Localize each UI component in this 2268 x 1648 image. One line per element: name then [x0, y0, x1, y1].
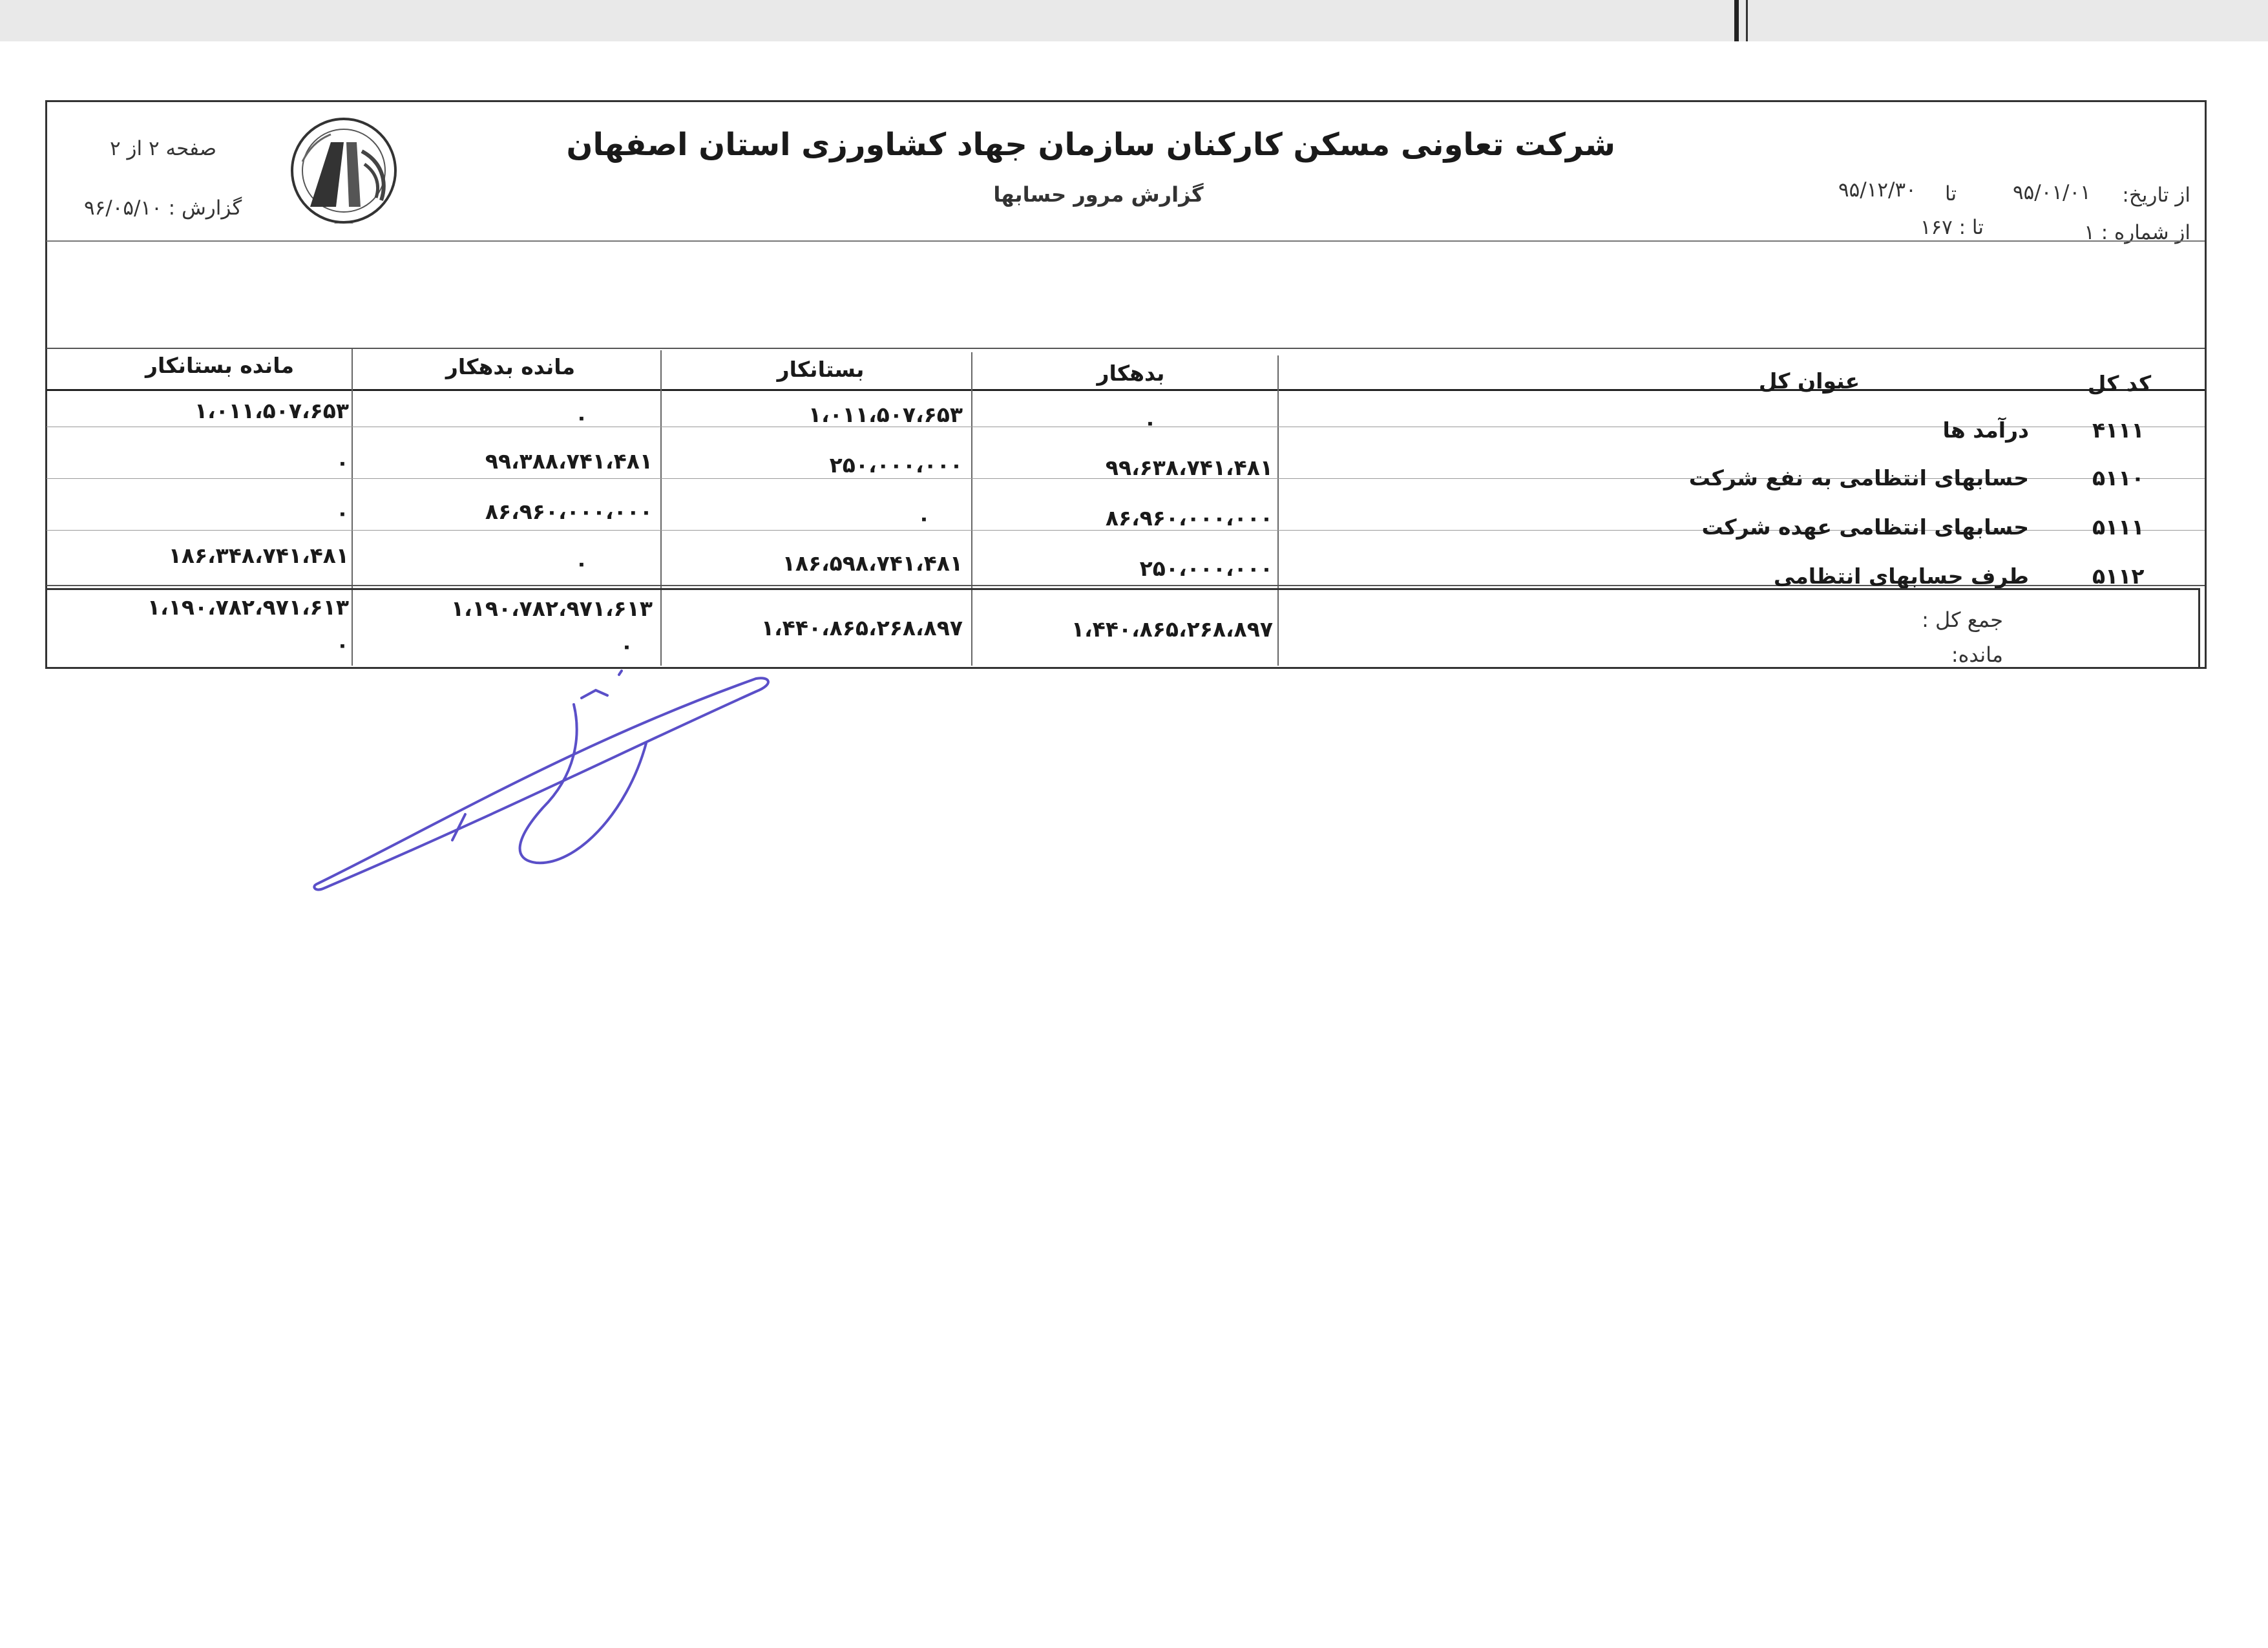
from-number: از شماره : ۱ — [2084, 221, 2190, 244]
remain-credit-balance: ۰ — [335, 632, 350, 657]
remain-debit-balance: ۰ — [620, 633, 634, 659]
row-4-credit-balance: ۱۸۶،۳۴۸،۷۴۱،۴۸۱ — [168, 543, 349, 568]
to-date-value: ۹۵/۱۲/۳۰ — [1838, 178, 1916, 202]
report-title: گزارش مرور حسابها — [993, 182, 1204, 207]
company-logo-icon — [284, 116, 404, 229]
from-date-label: از تاریخ: — [2122, 184, 2190, 207]
company-name: شرکت تعاونی مسکن کارکنان سازمان جهاد کشاورزی استان اصفهان — [566, 127, 1615, 163]
total-debit: ۱،۴۴۰،۸۶۵،۲۶۸،۸۹۷ — [1071, 617, 1273, 642]
row-3-code: ۵۱۱۱ — [2092, 514, 2145, 540]
total-label: جمع کل : — [1922, 607, 2003, 632]
row-3-debit-balance: ۸۶،۹۶۰،۰۰۰،۰۰۰ — [485, 499, 653, 524]
row-1-title: درآمد ها — [1942, 417, 2029, 443]
page-info: صفحه ۲ از ۲ — [110, 137, 217, 160]
row-2-title: حسابهای انتظامی به نفع شرکت — [1688, 465, 2029, 491]
row-3-debit: ۸۶،۹۶۰،۰۰۰،۰۰۰ — [1105, 505, 1273, 531]
to-number: تا : ۱۶۷ — [1920, 216, 1984, 239]
row-1-credit: ۱،۰۱۱،۵۰۷،۶۵۳ — [808, 402, 963, 427]
row-2-debit-balance: ۹۹،۳۸۸،۷۴۱،۴۸۱ — [485, 449, 653, 474]
total-debit-balance: ۱،۱۹۰،۷۸۲،۹۷۱،۶۱۳ — [451, 596, 653, 621]
row-2-credit: ۲۵۰،۰۰۰،۰۰۰ — [829, 452, 963, 478]
col-header-credit: بستانکار — [777, 357, 865, 382]
total-credit: ۱،۴۴۰،۸۶۵،۲۶۸،۸۹۷ — [761, 615, 963, 640]
row-2-debit: ۹۹،۶۳۸،۷۴۱،۴۸۱ — [1105, 455, 1273, 480]
col-header-title: عنوان کل — [1758, 368, 1860, 394]
row-1-debit: ۰ — [1143, 410, 1157, 435]
header-divider — [47, 240, 2205, 242]
col-header-debit: بدهکار — [1097, 361, 1165, 386]
col-header-credit-balance: مانده بستانکار — [145, 353, 295, 378]
svg-text:———: ——— — [334, 220, 353, 227]
row-3-credit-balance: ۰ — [335, 500, 349, 525]
scan-top-strip — [0, 0, 2268, 43]
row-4-title: طرف حسابهای انتظامی — [1773, 564, 2029, 589]
row-1-credit-balance: ۱،۰۱۱،۵۰۷،۶۵۳ — [194, 398, 349, 423]
to-date-label: تا — [1945, 182, 1957, 206]
column-header-top-line — [47, 348, 2205, 349]
row-1-debit-balance: ۰ — [574, 405, 589, 430]
row-3-credit: ۰ — [917, 505, 931, 531]
row-4-debit: ۲۵۰،۰۰۰،۰۰۰ — [1139, 556, 1273, 581]
row-1-code: ۴۱۱۱ — [2092, 417, 2145, 443]
col-header-debit-balance: مانده بدهکار — [445, 354, 576, 379]
total-credit-balance: ۱،۱۹۰،۷۸۲،۹۷۱،۶۱۳ — [147, 595, 349, 620]
row-2-credit-balance: ۰ — [335, 450, 349, 475]
col-header-code: کد کل — [2087, 371, 2152, 396]
row-2-code: ۵۱۱۰ — [2092, 465, 2145, 491]
signature-icon — [304, 666, 795, 898]
remain-label: مانده: — [1951, 642, 2003, 667]
row-3-title: حسابهای انتظامی عهده شرکت — [1701, 514, 2029, 540]
row-4-code: ۵۱۱۲ — [2092, 564, 2145, 589]
row-4-debit-balance: ۰ — [574, 551, 589, 576]
from-date-value: ۹۵/۰۱/۰۱ — [2013, 181, 2091, 204]
row-4-credit: ۱۸۶،۵۹۸،۷۴۱،۴۸۱ — [782, 551, 963, 576]
report-date: گزارش : ۹۶/۰۵/۱۰ — [84, 196, 242, 220]
